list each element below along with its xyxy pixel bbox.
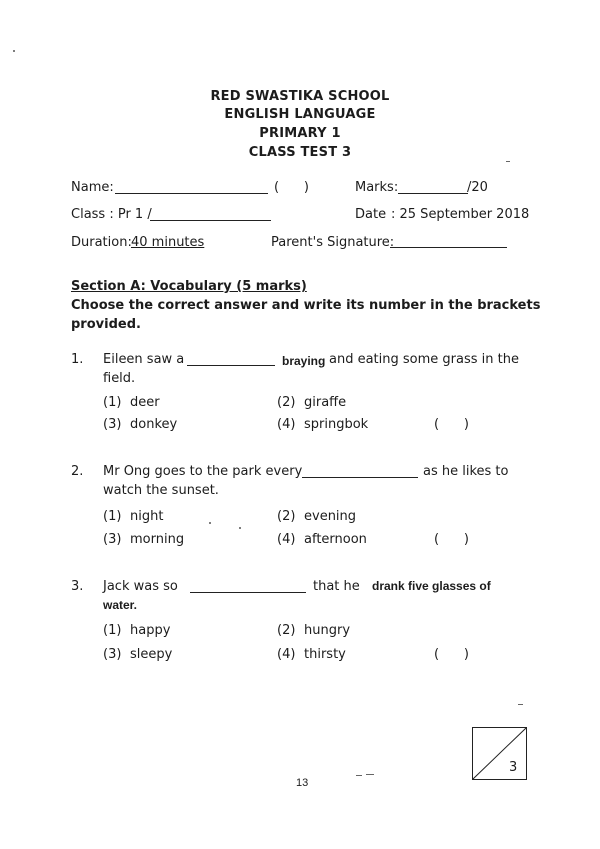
answer-blank[interactable] <box>190 592 306 593</box>
section-instruction: Choose the correct answer and write its number in the brackets <box>71 298 541 313</box>
option-number: (3) <box>103 647 122 662</box>
option <box>277 395 346 410</box>
option-number: (1) <box>103 395 122 410</box>
option-number: (1) <box>103 509 122 524</box>
question-number: 3. <box>71 579 84 594</box>
question-text-cont: watch the sunset. <box>103 483 219 498</box>
option-text: hungry <box>304 623 351 638</box>
answer-bracket[interactable]: ( ) <box>434 417 469 432</box>
parent-signature-field[interactable] <box>390 247 507 248</box>
duration-value: 40 minutes <box>131 235 205 250</box>
answer-blank[interactable] <box>187 365 275 366</box>
option <box>103 623 170 638</box>
marks-field[interactable] <box>398 193 468 194</box>
option <box>103 417 177 432</box>
option-number: (2) <box>277 509 296 524</box>
subject-title: ENGLISH LANGUAGE <box>224 107 376 122</box>
option <box>277 417 368 432</box>
level-title: PRIMARY 1 <box>259 126 341 141</box>
option <box>103 647 172 662</box>
section-instruction-cont: provided. <box>71 317 141 332</box>
question-text: as he likes to <box>423 464 509 479</box>
option-text: morning <box>130 532 185 547</box>
option <box>277 532 367 547</box>
option <box>277 623 350 638</box>
option-text: springbok <box>304 417 369 432</box>
option-number: (3) <box>103 417 122 432</box>
option <box>103 509 163 524</box>
option-number: (3) <box>103 532 122 547</box>
option-text: thirsty <box>304 647 346 662</box>
question-text: Mr Ong goes to the park every <box>103 464 303 479</box>
class-field[interactable] <box>150 220 271 221</box>
option-text: donkey <box>130 417 178 432</box>
answer-blank[interactable] <box>302 477 418 478</box>
class-label: Class : Pr 1 / <box>71 207 152 222</box>
question-text-typed: drank five glasses of <box>372 579 491 593</box>
option-text: afternoon <box>304 532 367 547</box>
option <box>277 647 346 662</box>
register-number-bracket: ( ) <box>274 180 309 195</box>
question-text: Jack was so <box>103 579 178 594</box>
score-box-value: 3 <box>509 760 518 775</box>
option-text: night <box>130 509 164 524</box>
question-text: that he <box>313 579 360 594</box>
page-number: 13 <box>296 777 309 789</box>
answer-bracket[interactable]: ( ) <box>434 647 469 662</box>
option-number: (1) <box>103 623 122 638</box>
parent-signature-label: Parent's Signature: <box>271 235 395 250</box>
question-number: 2. <box>71 464 84 479</box>
date-value: : 25 September 2018 <box>391 207 530 222</box>
option-text: giraffe <box>304 395 347 410</box>
option <box>277 509 356 524</box>
option-number: (4) <box>277 417 296 432</box>
option-text: happy <box>130 623 171 638</box>
date-label: Date <box>355 207 387 222</box>
marks-total: /20 <box>467 180 488 195</box>
question-text-cont: field. <box>103 371 136 386</box>
question-number: 1. <box>71 352 84 367</box>
option-number: (4) <box>277 532 296 547</box>
option-number: (2) <box>277 623 296 638</box>
option-text: sleepy <box>130 647 173 662</box>
option-text: evening <box>304 509 357 524</box>
option-number: (2) <box>277 395 296 410</box>
diagonal-line <box>473 728 526 779</box>
option-text: deer <box>130 395 160 410</box>
marks-label: Marks: <box>355 180 399 195</box>
question-text: and eating some grass in the <box>329 352 519 367</box>
test-title: CLASS TEST 3 <box>248 145 352 160</box>
duration-label: Duration: <box>71 235 132 250</box>
option <box>103 532 184 547</box>
question-text: Eileen saw a <box>103 352 185 367</box>
name-label: Name: <box>71 180 114 195</box>
score-box <box>472 727 527 780</box>
question-text-typed: braying <box>282 354 326 368</box>
name-field[interactable] <box>115 193 268 194</box>
question-text-cont: water. <box>103 598 138 612</box>
option-number: (4) <box>277 647 296 662</box>
option <box>103 395 160 410</box>
school-name: RED SWASTIKA SCHOOL <box>210 89 390 104</box>
section-title: Section A: Vocabulary (5 marks) <box>71 279 307 294</box>
answer-bracket[interactable]: ( ) <box>434 532 469 547</box>
